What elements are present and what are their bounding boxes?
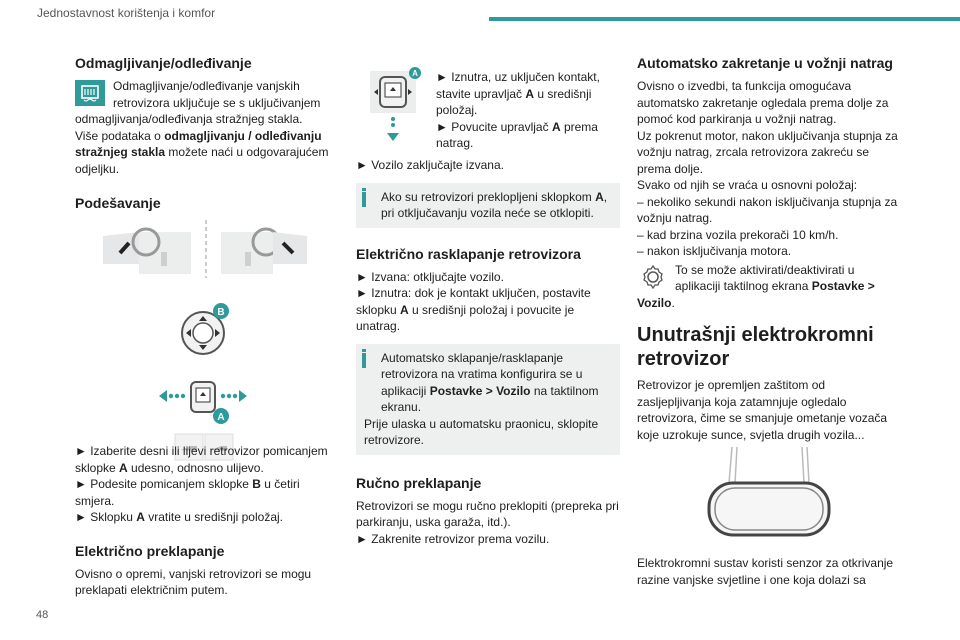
heading-adjust: Podešavanje bbox=[75, 195, 161, 211]
electric-fold-paragraph: Ovisno o opremi, vanjski retrovizori se mogu preklapati električnim putem. bbox=[75, 566, 312, 597]
heading-electric-fold: Električno preklapanje bbox=[75, 542, 225, 559]
heading-auto-tilt: Automatsko zakretanje u vožnji natrag bbox=[637, 55, 893, 71]
settings-note-text: To se može aktivirati/deaktivirati u aplikaciji taktilnog ekrana Postavke > Vozilo. bbox=[637, 262, 875, 310]
info-icon bbox=[362, 192, 366, 210]
auto-tilt-list-1: – nekoliko sekundi nakon isključivanja stupnja za vožnju natrag. bbox=[637, 194, 898, 225]
manual-fold-step: ► Zakrenite retrovizor prema vozilu. bbox=[356, 531, 550, 546]
info-box-1 bbox=[356, 183, 620, 228]
column-3 bbox=[637, 55, 901, 588]
rearview-mirror-illustration bbox=[637, 447, 901, 547]
info-box-2-text: Automatsko sklapanje/rasklapanje retrovizora na vratima konfigurira se u aplikaciji Postavke > Vozilo na taktilnom ekranu. bbox=[381, 350, 599, 414]
info-icon-2 bbox=[362, 353, 366, 371]
auto-tilt-p2: Uz pokrenut motor, nakon uključivanja stupnja za vožnju natrag, zrcala retrovizora zakreću se prema dolje. bbox=[637, 128, 898, 176]
defog-more-info: Više podataka o odmagljivanju / odleđivanju stražnjeg stakla možete naći u odgovarajućem odjeljku. bbox=[75, 128, 329, 176]
fold-switch-illustration bbox=[366, 67, 428, 147]
auto-tilt-p1: Ovisno o izvedbi, ta funkcija omogućava automatsko zakretanje ogledala prema dolje za pomoć kod parkiranja u vožnji natrag. bbox=[637, 79, 889, 126]
unfold-step-2: ► Iznutra: dok je kontakt uključen, postavite sklopku A u središnji položaj i povucite je unatrag. bbox=[356, 286, 591, 333]
manual-fold-paragraph: Retrovizori se mogu ručno preklopiti (prepreka pri parkiranju, uska garaža, itd.). bbox=[356, 498, 619, 529]
fold-switch-block bbox=[356, 55, 620, 150]
heading-defog: Odmagljivanje/odleđivanje bbox=[75, 55, 252, 71]
column-2 bbox=[356, 55, 620, 547]
fold-step-1: ► Iznutra, uz uključen kontakt, stavite upravljač A u središnji položaj. bbox=[436, 70, 600, 117]
unfold-step-1: ► Izvana: otključajte vozilo. bbox=[356, 269, 504, 284]
inner-mirror-paragraph: Retrovizor je opremljen zaštitom od zasljepljivanja koja zatamnjuje ogledalo retrovizora, čime se smanjuje ometanje vozača koje uzrokuje sunce, svjetla drugih vozila... bbox=[637, 378, 888, 442]
info-box-2 bbox=[356, 344, 620, 455]
auto-tilt-p3: Svako od njih se vraća u osnovni položaj: bbox=[637, 178, 858, 192]
defog-block bbox=[75, 78, 337, 177]
adjust-step-1: ► Izaberite desni ili lijevi retrovizor pomicanjem sklopke A udesno, odnosno ulijevo. bbox=[75, 444, 328, 475]
gear-icon bbox=[639, 263, 669, 293]
adjust-step-2: ► Podesite pomicanjem sklopke B u četiri smjera. bbox=[75, 477, 300, 508]
heading-electric-unfold: Električno rasklapanje retrovizora bbox=[356, 245, 581, 262]
rear-defrost-icon bbox=[75, 80, 105, 106]
adjust-step-3: ► Sklopku A vratite u središnji položaj. bbox=[75, 510, 283, 524]
info-box-1-text: Ako su retrovizori preklopljeni sklopkom A, pri otključavanju vozila neće se otklopiti. bbox=[381, 189, 608, 220]
settings-note bbox=[637, 262, 901, 312]
heading-inner-mirror: Unutrašnji elektrokromni retrovizor bbox=[637, 324, 874, 370]
header-accent-bar bbox=[489, 17, 960, 21]
label-a2: A bbox=[412, 69, 418, 78]
defog-paragraph: Odmagljivanje/odleđivanje vanjskih retrovizora uključuje se s uključivanjem odmagljivanja/odleđivanja stražnjeg stakla. bbox=[75, 79, 321, 126]
column-1 bbox=[75, 55, 337, 597]
info-box-2-text-2: Prije ulaska u automatsku praonicu, sklopite retrovizore. bbox=[364, 416, 599, 447]
label-a: A bbox=[217, 412, 225, 423]
label-b: B bbox=[217, 307, 225, 318]
running-header: Jednostavnost korištenja i komfor bbox=[37, 6, 216, 20]
inner-mirror-paragraph-2: Elektrokromni sustav koristi senzor za otkrivanje razine vanjske svjetline i one koja dolazi sa bbox=[637, 556, 894, 587]
heading-manual-fold: Ručno preklapanje bbox=[356, 474, 482, 491]
auto-tilt-list-2: – kad brzina vozila prekorači 10 km/h. bbox=[637, 227, 839, 242]
auto-tilt-list-3: – nakon isključivanja motora. bbox=[637, 244, 792, 258]
fold-step-3: ► Vozilo zaključajte izvana. bbox=[356, 158, 504, 172]
page-number: 48 bbox=[36, 609, 49, 621]
fold-step-2: ► Povucite upravljač A prema natrag. bbox=[436, 119, 598, 150]
